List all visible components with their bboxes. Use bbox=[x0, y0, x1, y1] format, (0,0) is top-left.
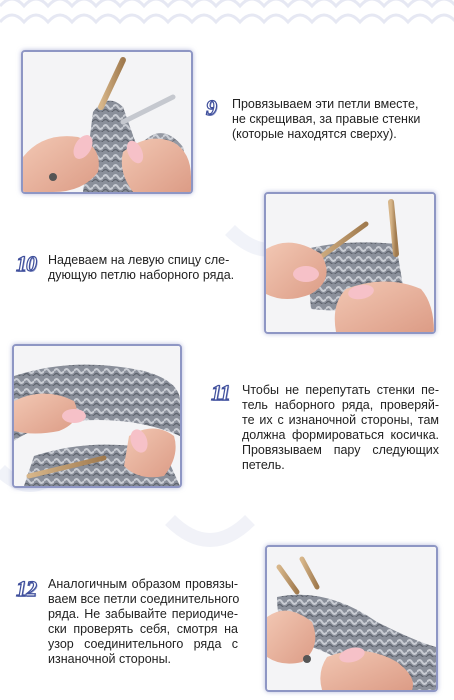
step-12-photo bbox=[265, 545, 438, 692]
step-11-photo bbox=[12, 344, 182, 488]
step-11-text: Чтобы не перепутать стенки пе- тель наборного ряда, проверяй- те их с изнаночной стороны, там должна формироваться косичка. Провязываем пару следующих петель. bbox=[242, 383, 439, 472]
step-number: 11 bbox=[211, 380, 230, 405]
step-number: 12 bbox=[16, 576, 36, 601]
step-10-text: Надеваем на левую спицу сле- дующую петлю наборного ряда. bbox=[48, 253, 235, 282]
step-12-text: Аналогичным образом провязы- ваем все петли соединительного ряда. Не забывайте периодиче- ски проверять себя, смотря на узор соединительного ряда с изнаночной стороны. bbox=[48, 577, 240, 666]
step-number: 10 bbox=[16, 251, 36, 276]
step-number: 9 bbox=[206, 95, 216, 120]
step-9-photo bbox=[21, 50, 193, 194]
step-10-photo bbox=[264, 192, 436, 334]
step-9-text: Провязываем эти петли вместе, не скрещивая, за правые стенки (которые находятся сверху). bbox=[232, 97, 421, 141]
